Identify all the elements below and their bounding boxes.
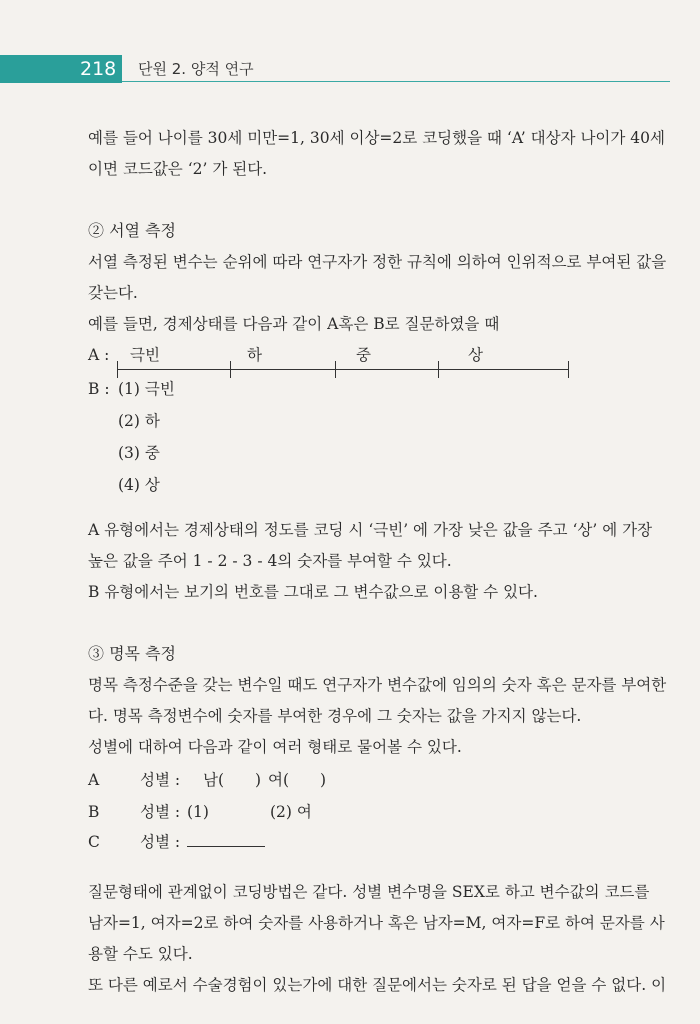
nominal-p3-line-2: 남자=1, 여자=2로 하여 숫자를 사용하거나 혹은 남자=M, 여자=F로 하여 문자를 사 [88,914,665,932]
nominal-p4: 또 다른 예로서 수술경험이 있는가에 대한 질문에서는 숫자로 된 답을 얻을 수 없다. 이 [88,976,667,994]
gender-row-a-option-1: 남( ) [203,771,262,789]
nominal-p2: 성별에 대하여 다음과 같이 여러 형태로 물어볼 수 있다. [88,738,462,756]
scale-a-label: A : [88,346,110,364]
gender-row-a-option-2: 여( ) [268,771,327,789]
gender-row-c-letter: C [88,833,100,851]
scale-a-option-2: 하 [247,346,262,364]
nominal-p1-line-1: 명목 측정수준을 갖는 변수일 때도 연구자가 변수값에 임의의 숫자 혹은 문자를 부여한 [88,676,667,694]
ordinal-p4: B 유형에서는 보기의 번호를 그대로 그 변수값으로 이용할 수 있다. [88,583,538,601]
intro-line-2: 이면 코드값은 ‘2’ 가 된다. [88,160,268,178]
scale-b-option-1: (1) 극빈 [118,380,175,398]
ordinal-p1-line-1: 서열 측정된 변수는 순위에 따라 연구자가 정한 규칙에 의하여 인위적으로 부여된 값을 [88,253,667,271]
scale-a-option-1: 극빈 [130,346,160,364]
scale-b-option-3: (3) 중 [118,444,160,462]
scale-tick [230,361,231,378]
page-number: 218 [80,58,117,80]
scale-tick [568,361,569,378]
ordinal-heading: ② 서열 측정 [88,221,176,240]
scale-a-option-4: 상 [468,346,483,364]
ordinal-p1-line-2: 갖는다. [88,284,138,302]
answer-blank-line [187,846,265,847]
gender-row-b-label: 성별 : [140,803,181,821]
gender-row-b-letter: B [88,803,100,821]
intro-line-1: 예를 들어 나이를 30세 미만=1, 30세 이상=2로 코딩했을 때 ‘A’ 대상자 나이가 40세 [88,129,665,147]
nominal-p3-line-1: 질문형태에 관계없이 코딩방법은 같다. 성별 변수명을 SEX로 하고 변수값의 코드를 [88,883,650,901]
header-rule [122,81,670,82]
scale-tick [438,361,439,378]
nominal-p1-line-2: 다. 명목 측정변수에 숫자를 부여한 경우에 그 숫자는 값을 가지지 않는다. [88,707,582,725]
gender-row-c-label: 성별 : [140,833,181,851]
ordinal-p2: 예를 들면, 경제상태를 다음과 같이 A혹은 B로 질문하였을 때 [88,315,500,333]
scale-b-option-2: (2) 하 [118,412,160,430]
scale-b-label: B : [88,380,110,398]
ordinal-p3-line-1: A 유형에서는 경제상태의 정도를 코딩 시 ‘극빈’ 에 가장 낮은 값을 주고 ‘상’ 에 가장 [88,521,653,539]
scale-b-option-4: (4) 상 [118,476,160,494]
scale-a-option-3: 중 [356,346,371,364]
scale-tick [117,361,118,378]
nominal-p3-line-3: 용할 수도 있다. [88,945,193,963]
gender-row-a-letter: A [88,771,100,789]
gender-row-b-option-2: (2) 여 [270,803,312,821]
chapter-title: 단원 2. 양적 연구 [138,60,254,78]
scale-tick [335,361,336,378]
ordinal-p3-line-2: 높은 값을 주어 1 - 2 - 3 - 4의 숫자를 부여할 수 있다. [88,552,452,570]
scale-line [117,369,569,370]
gender-row-a-label: 성별 : [140,771,181,789]
nominal-heading: ③ 명목 측정 [88,644,176,663]
gender-row-b-option-1: (1) [187,803,209,821]
